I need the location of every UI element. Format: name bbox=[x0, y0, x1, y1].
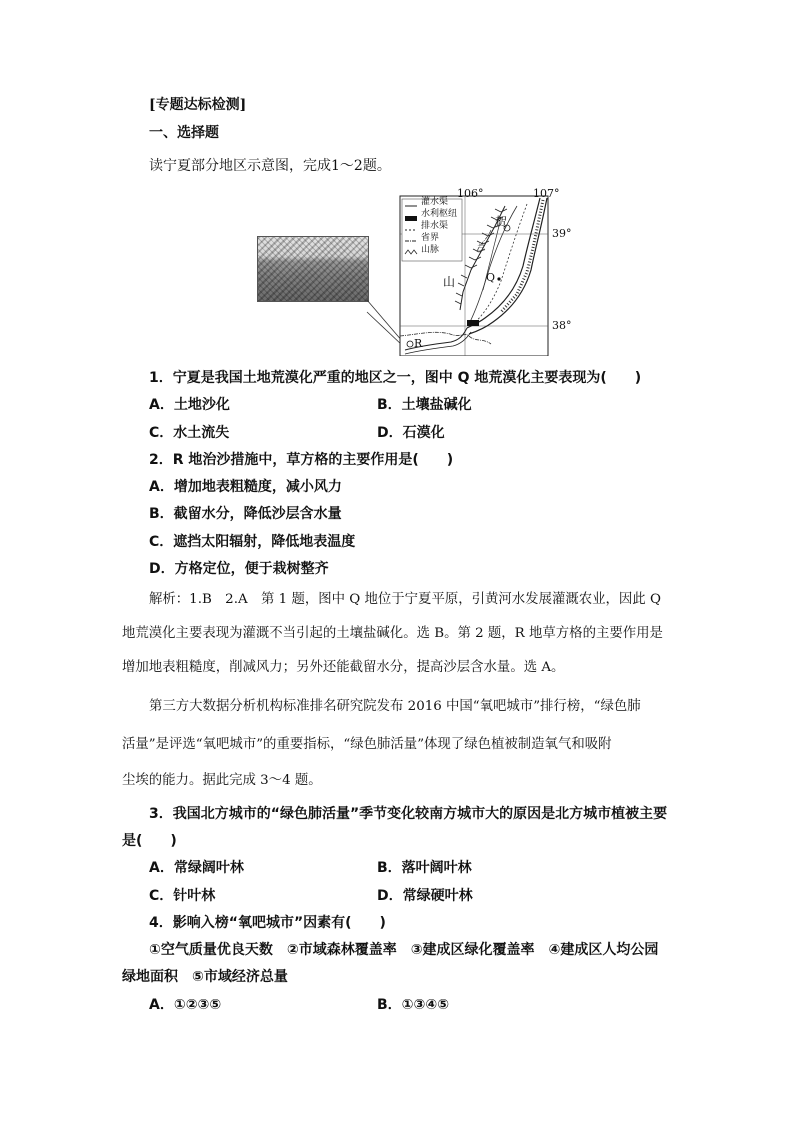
q4-items-line-1: ①空气质量优良天数 ②市域森林覆盖率 ③建成区绿化覆盖率 ④建成区人均公园 bbox=[149, 942, 659, 958]
q3-option-c: C．针叶林 bbox=[149, 888, 216, 904]
lon-106-label: 106° bbox=[457, 187, 484, 200]
map-label-q: Q bbox=[486, 271, 496, 284]
q4-stem: 4．影响入榜“氧吧城市”因素有( ) bbox=[149, 915, 386, 931]
q2-option-b: B．截留水分，降低沙层含水量 bbox=[149, 506, 342, 522]
q3-option-d: D．常绿硬叶林 bbox=[377, 888, 473, 904]
map-label-he: 贺 bbox=[495, 215, 508, 229]
q4-option-a: A．①②③⑤ bbox=[149, 997, 222, 1013]
legend-irrigation-canal: 灌水渠 bbox=[421, 197, 449, 207]
intro2-line-3: 尘埃的能力。据此完成 3～4 题。 bbox=[122, 773, 322, 788]
intro2-line-2: 活量”是评选“氧吧城市”的重要指标，“绿色肺活量”体现了绿色植被制造氧气和吸附 bbox=[122, 737, 612, 752]
map-label-shan: 山 bbox=[443, 275, 456, 289]
q3-stem-line-1: 3．我国北方城市的“绿色肺活量”季节变化较南方城市大的原因是北方城市植被主要 bbox=[149, 806, 668, 822]
q4-items-line-2: 绿地面积 ⑤市域经济总量 bbox=[122, 969, 288, 985]
legend-mountain: 山脉 bbox=[421, 245, 440, 255]
lat-38-label: 38° bbox=[552, 319, 572, 332]
q1-stem: 1．宁夏是我国土地荒漠化严重的地区之一，图中 Q 地荒漠化主要表现为( ) bbox=[149, 370, 642, 386]
part-heading: 一、选择题 bbox=[149, 125, 219, 141]
intro2-line-1: 第三方大数据分析机构标准排名研究院发布 2016 中国“氧吧城市”排行榜，“绿色肺 bbox=[149, 699, 641, 714]
map-label-r: R bbox=[414, 337, 423, 350]
q2-stem: 2．R 地治沙措施中，草方格的主要作用是( ) bbox=[149, 452, 454, 468]
q1-option-a: A．土地沙化 bbox=[149, 397, 230, 413]
q3-option-b: B．落叶阔叶林 bbox=[377, 860, 472, 876]
map-label-lan: 兰 bbox=[477, 243, 485, 252]
legend-province-border: 省界 bbox=[421, 233, 440, 243]
lat-39-label: 39° bbox=[552, 227, 572, 240]
q1-option-b: B．土壤盐碱化 bbox=[377, 397, 472, 413]
lon-107-label: 107° bbox=[533, 187, 560, 200]
analysis-line-1: 解析：1.B 2.A 第 1 题，图中 Q 地位于宁夏平原，引黄河水发展灌溉农业，因此 Q bbox=[149, 592, 661, 607]
analysis-line-3: 增加地表粗糙度，削减风力；另外还能截留水分，提高沙层含水量。选 A。 bbox=[122, 660, 565, 675]
q4-option-b: B．①③④⑤ bbox=[377, 997, 450, 1013]
q3-option-a: A．常绿阔叶林 bbox=[149, 860, 244, 876]
q2-option-c: C．遮挡太阳辐射，降低地表温度 bbox=[149, 534, 356, 550]
legend-water-hub: 水利枢纽 bbox=[421, 209, 458, 219]
map-drawing bbox=[255, 186, 555, 356]
q3-stem-line-2: 是( ) bbox=[122, 833, 177, 849]
q1-option-d: D．石漠化 bbox=[377, 425, 445, 441]
section-title: [专题达标检测] bbox=[149, 97, 247, 113]
q2-option-a: A．增加地表粗糙度，减小风力 bbox=[149, 479, 342, 495]
q2-option-d: D．方格定位，便于栽树整齐 bbox=[149, 561, 329, 577]
q1-option-c: C．水土流失 bbox=[149, 425, 230, 441]
ningxia-map-figure bbox=[255, 186, 572, 356]
intro-q1-2: 读宁夏部分地区示意图，完成1～2题。 bbox=[149, 158, 391, 174]
legend-drainage-canal: 排水渠 bbox=[421, 221, 449, 231]
analysis-line-2: 地荒漠化主要表现为灌溉不当引起的土壤盐碱化。选 B。第 2 题，R 地草方格的主要作用是 bbox=[122, 626, 663, 641]
